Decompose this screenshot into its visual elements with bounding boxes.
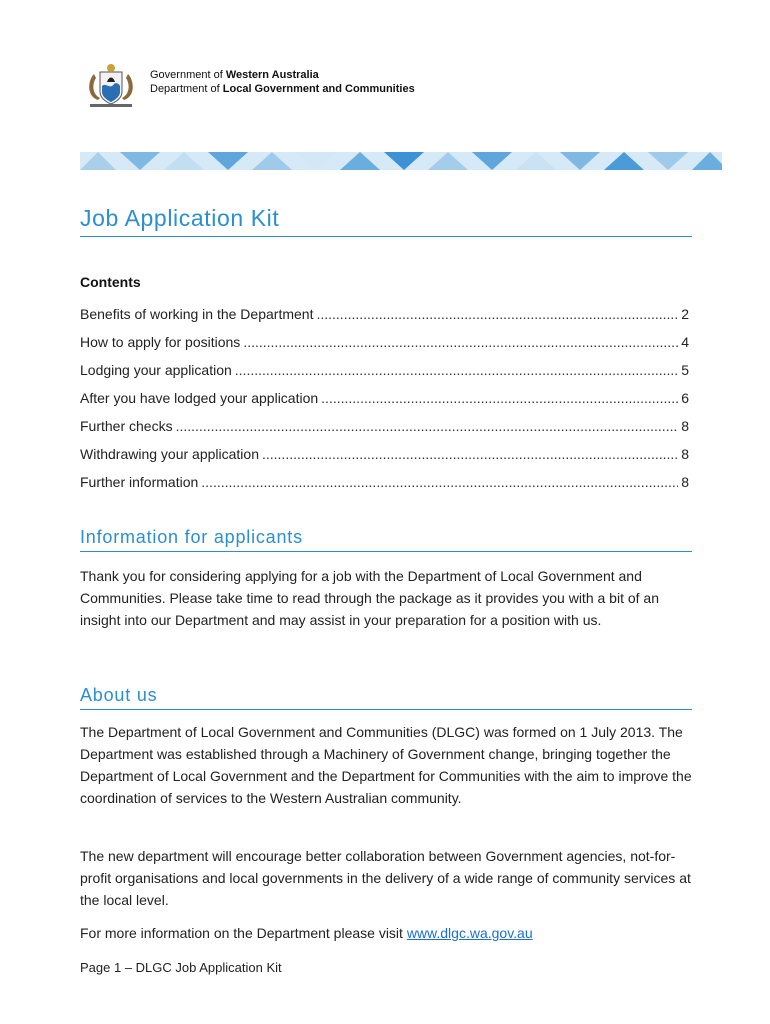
toc-item-label: After you have lodged your application: [80, 390, 319, 406]
about-paragraph-2: The new department will encourage better collaboration between Government agencies, not-for-profit organisations and local governments in the delivery of a wide range of community services at the local level.: [80, 848, 691, 908]
contents-heading: Contents: [80, 274, 141, 290]
toc-item[interactable]: [80, 446, 689, 474]
toc-item-page: 8: [681, 446, 689, 462]
toc-item-page: 6: [681, 390, 689, 406]
toc-item-page: 2: [681, 306, 689, 322]
toc-item-label: Further checks: [80, 418, 173, 434]
page-title: Job Application Kit: [80, 205, 280, 231]
toc-item-label: Benefits of working in the Department: [80, 306, 314, 322]
toc-item-page: 8: [681, 418, 689, 434]
toc-item[interactable]: [80, 306, 689, 334]
toc-item-page: 8: [681, 474, 689, 490]
organisation-name: [150, 68, 415, 96]
org-line2-bold: Local Government and Communities: [222, 83, 415, 95]
toc-leader-dots: [201, 474, 678, 490]
toc-item-label: Withdrawing your application: [80, 446, 259, 462]
toc-leader-dots: [316, 306, 678, 322]
toc-item-label: Lodging your application: [80, 362, 232, 378]
title-divider: [80, 236, 692, 237]
toc-item[interactable]: [80, 390, 689, 418]
info-divider: [80, 551, 692, 552]
org-line1-prefix: Government of: [150, 69, 226, 81]
toc-leader-dots: [321, 390, 678, 406]
info-body: Thank you for considering applying for a job with the Department of Local Government and Communities. Please take time to read through the package as it provides you with a bit of an insight into our Department and may assist in your preparation for a position with us.: [80, 568, 659, 628]
toc-leader-dots: [235, 362, 678, 378]
toc-item[interactable]: [80, 362, 689, 390]
table-of-contents: [80, 306, 689, 502]
about-paragraph-1: The Department of Local Government and Communities (DLGC) was formed on 1 July 2013. The Department was established through a Machinery of Government change, bringing together the Department of Local Government and the Department for Communities with the aim to improve the coordination of services to the Western Australian community.: [80, 724, 692, 806]
org-line1-bold: Western Australia: [225, 69, 319, 81]
page-footer: Page 1 – DLGC Job Application Kit: [80, 960, 282, 975]
more-info-text: For more information on the Department please visit: [80, 925, 407, 941]
toc-item-label: How to apply for positions: [80, 334, 241, 350]
org-line2-prefix: Department of: [150, 83, 223, 95]
about-divider: [80, 709, 692, 710]
toc-leader-dots: [262, 446, 678, 462]
toc-item-label: Further information: [80, 474, 199, 490]
about-paragraph-3: [80, 922, 692, 944]
info-heading: Information for applicants: [80, 527, 303, 547]
dlgc-website-link[interactable]: www.dlgc.wa.gov.au: [406, 925, 533, 941]
toc-item[interactable]: [80, 474, 689, 502]
toc-item-page: 4: [681, 334, 689, 350]
decorative-triangle-banner: [80, 152, 722, 170]
about-heading: About us: [80, 685, 158, 705]
toc-item[interactable]: [80, 334, 689, 362]
wa-crest-logo: [80, 60, 142, 108]
toc-leader-dots: [176, 418, 679, 434]
toc-item[interactable]: [80, 418, 689, 446]
toc-leader-dots: [243, 334, 678, 350]
toc-item-page: 5: [681, 362, 689, 378]
